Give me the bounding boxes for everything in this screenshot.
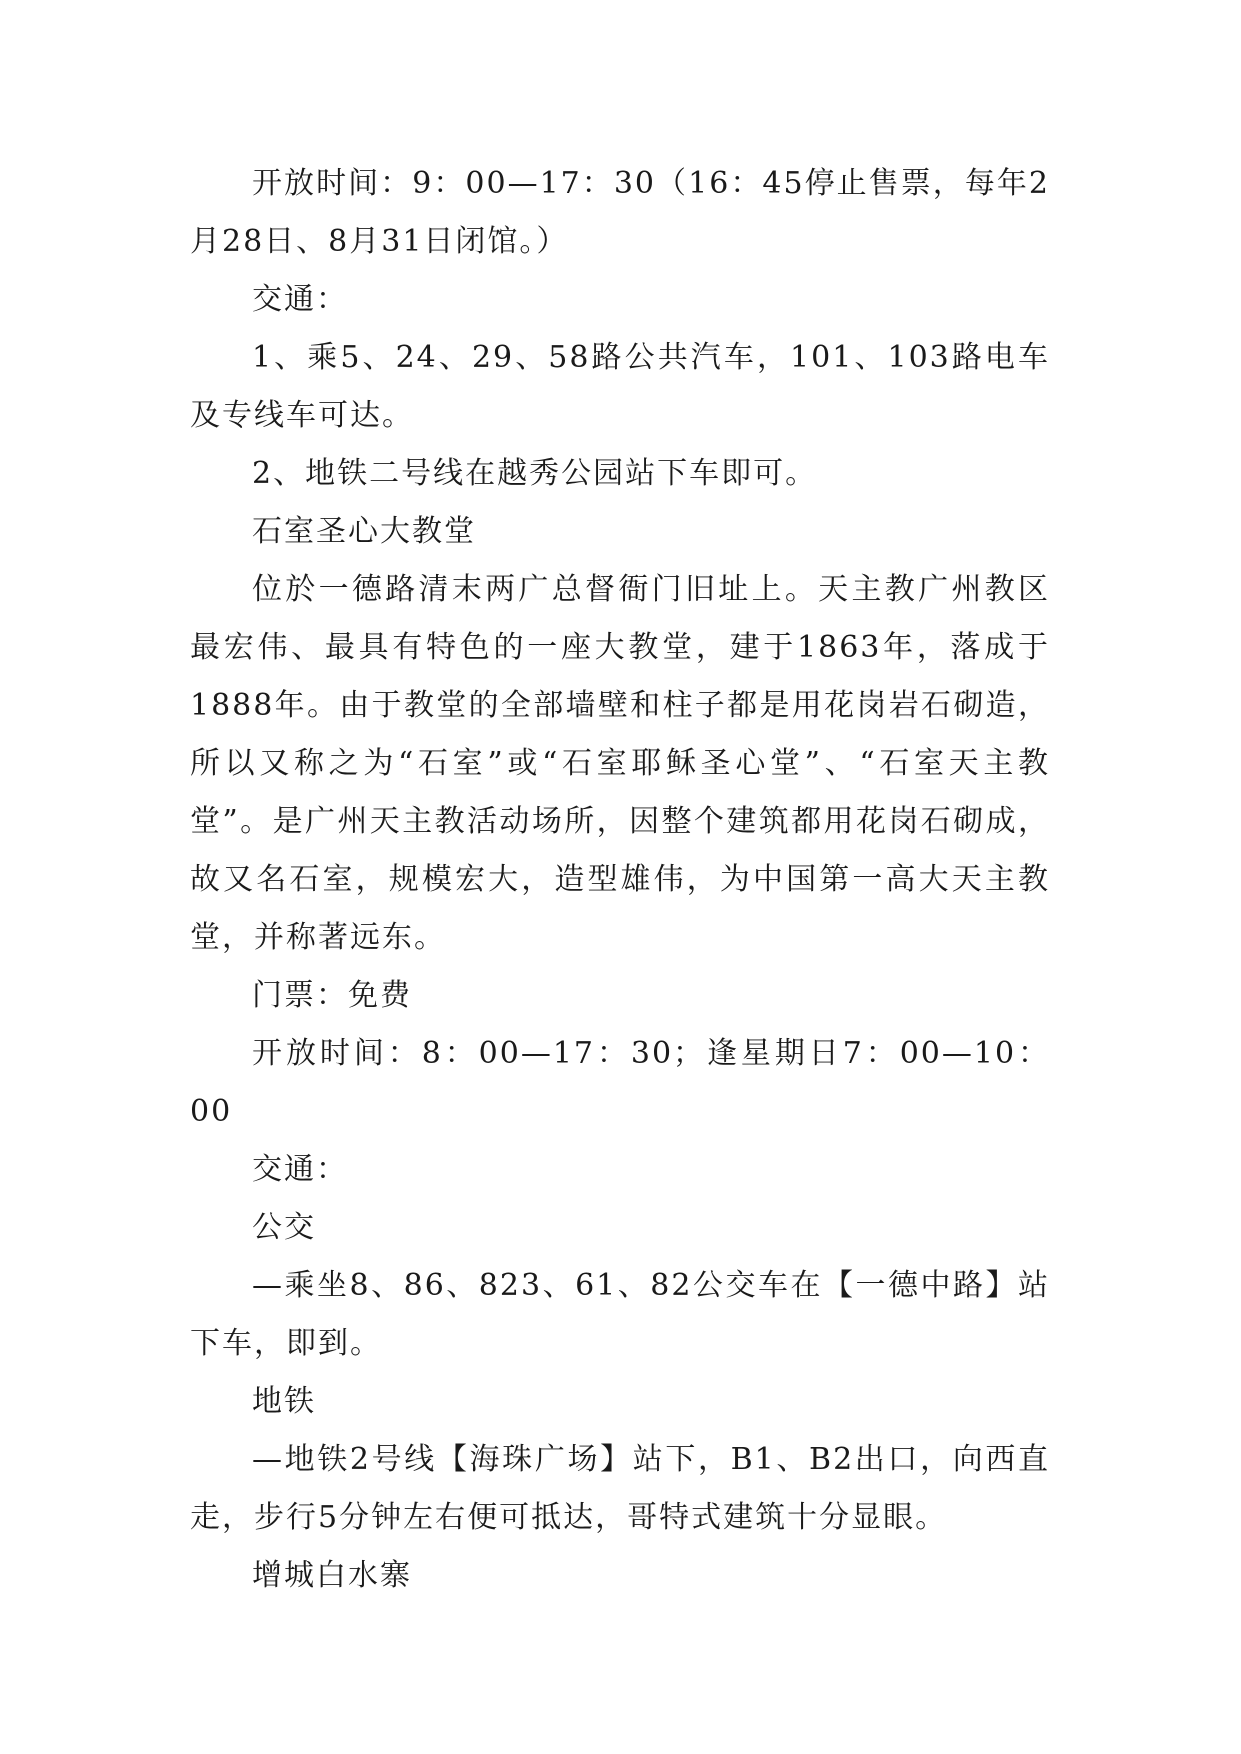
- metro-directions-paragraph: —地铁2号线【海珠广场】站下，B1、B2出口，向西直走，步行5分钟左右便可抵达，哥特式建筑十分显眼。: [190, 1442, 1050, 1535]
- section-title-sacred-heart-cathedral: 石室圣心大教堂: [252, 514, 476, 549]
- metro-subheading: 地铁: [252, 1384, 316, 1419]
- cathedral-transport-heading: 交通：: [252, 1152, 348, 1187]
- metro-route-paragraph: 2、地铁二号线在越秀公园站下车即可。: [252, 456, 818, 491]
- transport-heading: 交通：: [252, 282, 348, 317]
- document-body: [190, 155, 1050, 1605]
- bus-directions-paragraph: —乘坐8、86、823、61、82公交车在【一德中路】站下车，即到。: [190, 1268, 1050, 1361]
- ticket-paragraph: 门票：免费: [252, 978, 412, 1013]
- cathedral-opening-hours-paragraph: 开放时间：8：00—17：30；逢星期日7：00—10：00: [190, 1036, 1050, 1129]
- bus-subheading: 公交: [252, 1210, 316, 1245]
- bus-route-paragraph: 1、乘5、24、29、58路公共汽车，101、103路电车及专线车可达。: [190, 340, 1050, 433]
- section-title-baishuizhai: 增城白水寨: [252, 1558, 412, 1593]
- cathedral-description-paragraph: 位於一德路清末两广总督衙门旧址上。天主教广州教区最宏伟、最具有特色的一座大教堂，建于1863年，落成于1888年。由于教堂的全部墙壁和柱子都是用花岗岩石砌造，所以又称之为“石室”或“石室耶稣圣心堂”、“石室天主教堂”。是广州天主教活动场所，因整个建筑都用花岗石砌成，故又名石室，规模宏大，造型雄伟，为中国第一高大天主教堂，并称著远东。: [190, 572, 1050, 955]
- opening-hours-paragraph: 开放时间：9：00—17：30（16：45停止售票，每年2月28日、8月31日闭馆。）: [190, 166, 1050, 259]
